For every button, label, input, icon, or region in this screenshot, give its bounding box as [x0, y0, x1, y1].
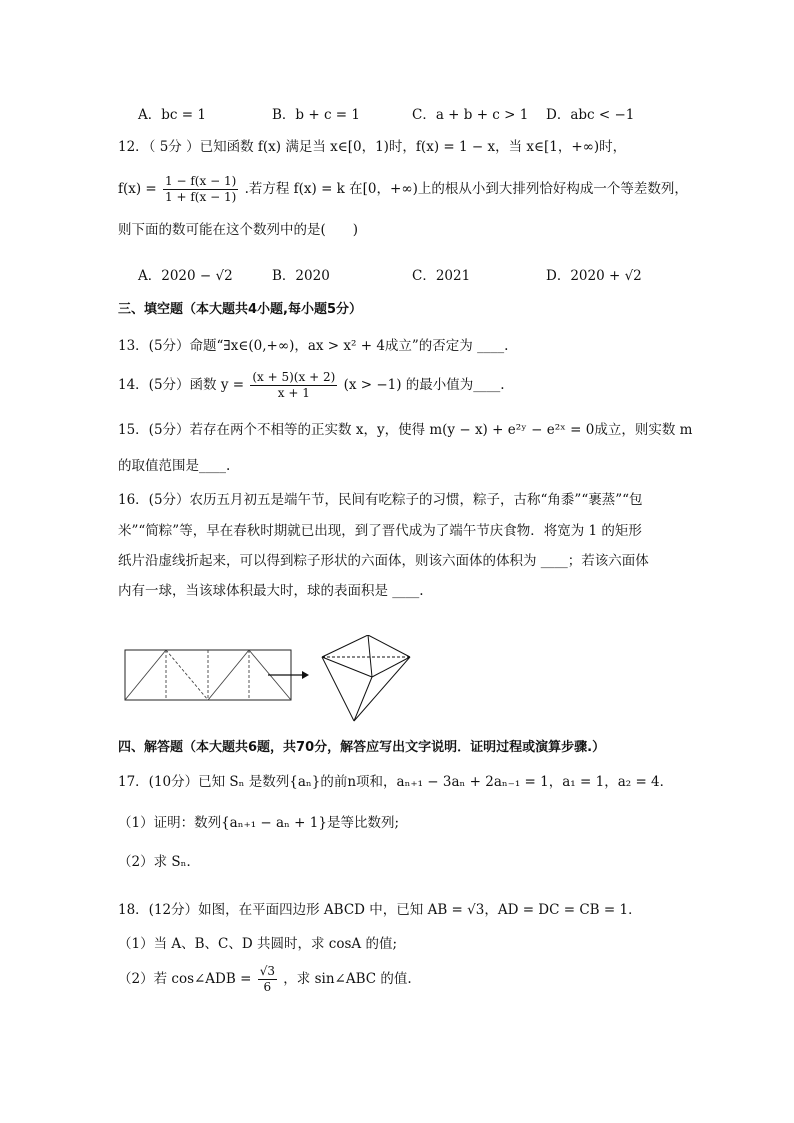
q14-post: (x > −1) 的最小值为____.: [343, 377, 505, 393]
q18-fraction: [258, 964, 277, 995]
q12-option-d: D．2020 + √2: [546, 268, 642, 284]
hexahedron-diagram: [322, 635, 410, 721]
q11-option-a: A．bc = 1: [138, 107, 206, 123]
q14: [118, 368, 505, 402]
q17-part-2: （2）求 Sₙ．: [118, 854, 200, 870]
q12-option-a: A．2020 − √2: [138, 268, 233, 284]
q12-option-b: B．2020: [272, 268, 330, 284]
q16-line-3: 纸片沿虚线折起来，可以得到粽子形状的六面体，则该六面体的体积为 ____；若该六面体: [118, 553, 649, 569]
arrow-icon: [268, 671, 309, 679]
q17-line-1: 17．(10分）已知 Sₙ 是数列{aₙ}的前n项和，aₙ₊₁ − 3aₙ + 2aₙ₋₁ = 1，a₁ = 1，a₂ = 4．: [118, 774, 674, 790]
q12-line-1: 12．（ 5分 ）已知函数 f(x) 满足当 x∈[0，1)时，f(x) = 1 − x，当 x∈[1，+∞)时，: [118, 139, 627, 155]
q14-fraction-den: x + 1: [277, 386, 310, 400]
q12-line-2-text: .若方程 f(x) = k 在[0，+∞)上的根从小到大排列恰好构成一个等差数列，: [244, 181, 688, 197]
section-4-heading: 四、解答题（本大题共6题，共70分，解答应写出文字说明．证明过程或演算步骤.）: [118, 740, 606, 755]
q15-line-1: 15．(5分）若存在两个不相等的正实数 x，y，使得 m(y − x) + e²ʸ − e²ˣ = 0成立，则实数 m: [118, 422, 693, 438]
q12-fraction: [163, 174, 238, 205]
q16-line-1: 16．(5分）农历五月初五是端午节，民间有吃粽子的习惯，粽子，古称“角黍”“裹蒸”“包: [118, 492, 643, 508]
q18-part-1: （1）当 A、B、C、D 共圆时，求 cosA 的值;: [118, 936, 397, 952]
q12-line-2: [118, 172, 688, 206]
q11-option-c: C．a + b + c > 1: [412, 107, 529, 123]
q11-option-d: D．abc < −1: [546, 107, 635, 123]
q13: 13．(5分）命题“∃x∈(0,+∞)，ax > x² + 4成立”的否定为 ____.: [118, 338, 509, 354]
q12-line-3: 则下面的数可能在这个数列中的是( ): [118, 222, 359, 238]
q18-part-2: [118, 962, 412, 996]
folding-strip: [125, 650, 291, 700]
q12-option-c: C．2021: [412, 268, 471, 284]
q18-fraction-den: 6: [263, 980, 272, 994]
q12-options: [138, 264, 698, 284]
q11-options: [138, 103, 698, 123]
q14-fraction-num: (x + 5)(x + 2): [252, 370, 336, 384]
q17-part-1: （1）证明：数列{aₙ₊₁ − aₙ + 1}是等比数列;: [118, 815, 400, 831]
q18-part-2-post: ，求 sin∠ABC 的值.: [283, 971, 412, 987]
q12-f-lhs: f(x) =: [118, 181, 157, 197]
q12-fraction-num: 1 − f(x − 1): [165, 174, 237, 188]
q18-part-2-pre: （2）若 cos∠ADB =: [118, 971, 252, 987]
q15-line-2: 的取值范围是____.: [118, 458, 231, 474]
q18-line-1: 18．(12分）如图，在平面四边形 ABCD 中，已知 AB = √3，AD = DC = CB = 1．: [118, 902, 642, 918]
q12-fraction-den: 1 + f(x − 1): [165, 190, 237, 204]
q16-figure: [120, 635, 440, 725]
q14-pre: 14．(5分）函数 y =: [118, 377, 245, 393]
q16-line-2: 米”“简粽”等，早在春秋时期就已出现，到了晋代成为了端午节庆食物．将宽为 1 的矩形: [118, 523, 642, 539]
q18-fraction-num: √3: [259, 964, 275, 978]
section-3-heading: 三、填空题（本大题共4小题,每小题5分）: [118, 302, 363, 317]
q11-option-b: B．b + c = 1: [272, 107, 361, 123]
q14-fraction: [250, 370, 337, 401]
q16-line-4: 内有一球，当该球体积最大时，球的表面积是 ____.: [118, 583, 424, 599]
